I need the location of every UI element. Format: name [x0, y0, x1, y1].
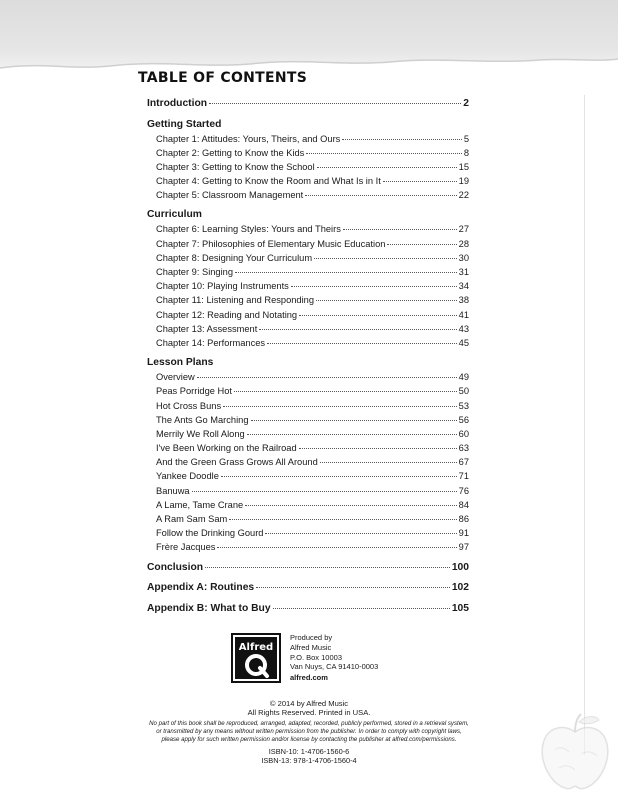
dot-leader [251, 420, 457, 421]
toc-entry[interactable] [147, 188, 469, 202]
dot-leader [221, 476, 457, 477]
toc-entry[interactable] [147, 413, 469, 427]
toc-entry-page: 27 [458, 224, 469, 235]
toc-entry[interactable] [147, 384, 469, 398]
publisher-address [290, 633, 450, 683]
toc-entry[interactable] [147, 484, 469, 498]
toc-entry-page: 63 [458, 443, 469, 454]
section-heading-getting-started: Getting Started [147, 118, 222, 130]
dot-leader [291, 286, 457, 287]
dot-leader [306, 153, 462, 154]
dot-leader [317, 167, 457, 168]
toc-entry-page: 71 [458, 471, 469, 482]
toc-entry-page: 50 [458, 386, 469, 397]
dot-leader [256, 587, 450, 588]
dot-leader [235, 272, 457, 273]
toc-entry-page: 97 [458, 542, 469, 553]
toc-entry-page: 67 [458, 457, 469, 468]
disclaimer-line: or transmitted by any means without written permission from the publisher. In order to comply with copyright laws, [156, 728, 462, 736]
toc-entry-label: Follow the Drinking Gourd [156, 528, 264, 539]
dot-leader [265, 533, 456, 534]
toc-entry-label: I've Been Working on the Railroad [156, 443, 297, 454]
toc-entry-label: Chapter 2: Getting to Know the Kids [156, 147, 305, 158]
toc-entry-conclusion[interactable] [147, 560, 469, 576]
dot-leader [305, 195, 456, 196]
lesson-plans-list [147, 370, 469, 554]
toc-entry-page: 28 [458, 238, 469, 249]
toc-entry-page: 49 [458, 372, 469, 383]
toc-entry-page: 53 [458, 400, 469, 411]
toc-entry-page: 43 [458, 323, 469, 334]
toc-entry-page: 15 [458, 161, 469, 172]
toc-entry-label: A Lame, Tame Crane [156, 499, 244, 510]
dot-leader [387, 244, 456, 245]
toc-entry-page: 2 [463, 98, 469, 109]
page-title: TABLE OF CONTENTS [138, 70, 308, 86]
dot-leader [197, 377, 457, 378]
toc-entry-page: 102 [451, 582, 469, 594]
dot-leader [205, 567, 450, 568]
toc-entry[interactable] [147, 279, 469, 293]
toc-entry-label: Chapter 5: Classroom Management [156, 190, 304, 201]
toc-entry-page: 56 [458, 414, 469, 425]
toc-entry-page: 34 [458, 281, 469, 292]
toc-entry[interactable] [147, 441, 469, 455]
toc-entry[interactable] [147, 370, 469, 384]
toc-entry[interactable] [147, 469, 469, 483]
toc-entry-label: Frère Jacques [156, 542, 216, 553]
publisher-line: Produced by [290, 633, 333, 642]
dot-leader [192, 491, 457, 492]
dot-leader [259, 329, 456, 330]
toc-entry[interactable] [147, 540, 469, 554]
rights-line: All Rights Reserved. Printed in USA. [247, 708, 371, 718]
toc-entry[interactable] [147, 251, 469, 265]
toc-entry-page: 22 [458, 190, 469, 201]
toc-entry-page: 100 [451, 561, 469, 573]
toc-entry-introduction[interactable] [147, 96, 469, 112]
toc-entry[interactable] [147, 512, 469, 526]
toc-entry[interactable] [147, 526, 469, 540]
dot-leader [314, 258, 457, 259]
toc-entry-label: Appendix A: Routines [147, 582, 255, 594]
toc-entry[interactable] [147, 399, 469, 413]
toc-entry-label: Chapter 7: Philosophies of Elementary Music Education [156, 238, 386, 249]
curriculum-list [147, 222, 469, 350]
publisher-line: Van Nuys, CA 91410-0003 [290, 662, 379, 672]
toc-entry-label: Chapter 8: Designing Your Curriculum [156, 252, 313, 263]
dot-leader [320, 462, 457, 463]
toc-entry-appendix-a[interactable] [147, 580, 469, 596]
toc-entry-page: 8 [463, 147, 469, 158]
copyright-line: © 2014 by Alfred Music [269, 699, 349, 708]
dot-leader [234, 391, 457, 392]
toc-entry-page: 38 [458, 295, 469, 306]
copyright-notice [0, 699, 618, 718]
toc-entry-page: 19 [458, 176, 469, 187]
toc-entry-label: Chapter 13: Assessment [156, 323, 258, 334]
toc-entry-label: Appendix B: What to Buy [147, 602, 271, 614]
toc-entry-page: 91 [458, 528, 469, 539]
toc-entry[interactable] [147, 498, 469, 512]
toc-entry[interactable] [147, 174, 469, 188]
toc-entry-label: Chapter 6: Learning Styles: Yours and Theirs [156, 224, 341, 235]
publisher-line: P.O. Box 10003 [290, 652, 342, 662]
dot-leader [217, 547, 456, 548]
toc-entry-label: Chapter 11: Listening and Responding [156, 295, 314, 306]
dot-leader [383, 181, 457, 182]
disclaimer-line: please apply for such written permission and/or license by contacting the publisher at alfred.com/permissions. [161, 736, 457, 744]
alfred-logo [231, 633, 281, 683]
logo-wordmark: Alfred [238, 642, 274, 653]
toc-entry-page: 45 [458, 337, 469, 348]
dot-leader [342, 139, 462, 140]
isbn-block [0, 747, 618, 766]
toc-entry[interactable] [147, 322, 469, 336]
toc-entry[interactable] [147, 237, 469, 251]
toc-entry[interactable] [147, 455, 469, 469]
dot-leader [267, 343, 457, 344]
toc-entry-label: Hot Cross Buns [156, 400, 222, 411]
toc-entry-label: A Ram Sam Sam [156, 514, 228, 524]
dot-leader [229, 519, 456, 520]
section-heading-lesson-plans: Lesson Plans [147, 357, 214, 369]
toc-entry-page: 41 [458, 309, 469, 320]
publisher-url[interactable]: alfred.com [290, 673, 328, 683]
dot-leader [245, 505, 456, 506]
toc-entry-label: Chapter 3: Getting to Know the School [156, 161, 315, 172]
toc-entry-appendix-b[interactable] [147, 601, 469, 617]
dot-leader [209, 103, 461, 104]
toc-entry-label: Peas Porridge Hot [156, 386, 232, 397]
toc-entry[interactable] [147, 132, 469, 146]
toc-entry-label: Yankee Doodle [156, 471, 219, 482]
toc-entry[interactable] [147, 146, 469, 160]
toc-entry-label: Introduction [147, 98, 208, 109]
toc-entry[interactable] [147, 293, 469, 307]
getting-started-list [147, 132, 469, 203]
dot-leader [247, 434, 457, 435]
section-heading-curriculum: Curriculum [147, 209, 202, 221]
table-of-contents [147, 96, 469, 616]
dot-leader [223, 406, 457, 407]
dot-leader [273, 608, 450, 609]
toc-entry[interactable] [147, 160, 469, 174]
toc-entry-label: Banuwa [156, 485, 190, 496]
toc-entry[interactable] [147, 265, 469, 279]
isbn-10: ISBN-10: 1-4706-1560-6 [268, 747, 350, 756]
toc-entry-label: Chapter 9: Singing [156, 267, 234, 277]
dot-leader [316, 300, 457, 301]
apple-watermark [535, 710, 615, 795]
toc-entry[interactable] [147, 427, 469, 441]
dot-leader [299, 448, 457, 449]
isbn-13: ISBN-13: 978-1-4706-1560-4 [261, 756, 357, 766]
toc-entry-page: 31 [458, 267, 469, 277]
notebook-margin-line [584, 95, 585, 755]
toc-entry[interactable] [147, 336, 469, 350]
dot-leader [343, 229, 457, 230]
toc-entry[interactable] [147, 308, 469, 322]
toc-entry-page: 86 [458, 514, 469, 524]
toc-entry-label: Chapter 4: Getting to Know the Room and What Is in It [156, 176, 381, 187]
publisher-line: Alfred Music [290, 642, 332, 652]
toc-entry-label: Chapter 1: Attitudes: Yours, Theirs, and Ours [156, 133, 341, 144]
toc-entry-page: 30 [458, 252, 469, 263]
toc-entry-page: 5 [463, 133, 469, 144]
legal-disclaimer [60, 720, 558, 745]
toc-entry-label: And the Green Grass Grows All Around [156, 457, 318, 468]
toc-entry-label: Chapter 12: Reading and Notating [156, 309, 298, 320]
dot-leader [299, 315, 457, 316]
toc-entry-page: 76 [458, 485, 469, 496]
toc-entry-label: Conclusion [147, 561, 204, 573]
toc-entry-label: The Ants Go Marching [156, 414, 249, 425]
toc-entry-label: Chapter 14: Performances [156, 337, 266, 348]
toc-entry-page: 84 [458, 499, 469, 510]
disclaimer-line: No part of this book shall be reproduced, arranged, adapted, recorded, publicly performed, stored in a retrieval system, [149, 720, 469, 727]
toc-entry-page: 60 [458, 428, 469, 439]
toc-entry[interactable] [147, 222, 469, 236]
toc-entry-label: Chapter 10: Playing Instruments [156, 281, 289, 292]
toc-entry-page: 105 [451, 602, 469, 614]
toc-entry-label: Overview [156, 372, 195, 383]
toc-entry-label: Merrily We Roll Along [156, 428, 245, 439]
